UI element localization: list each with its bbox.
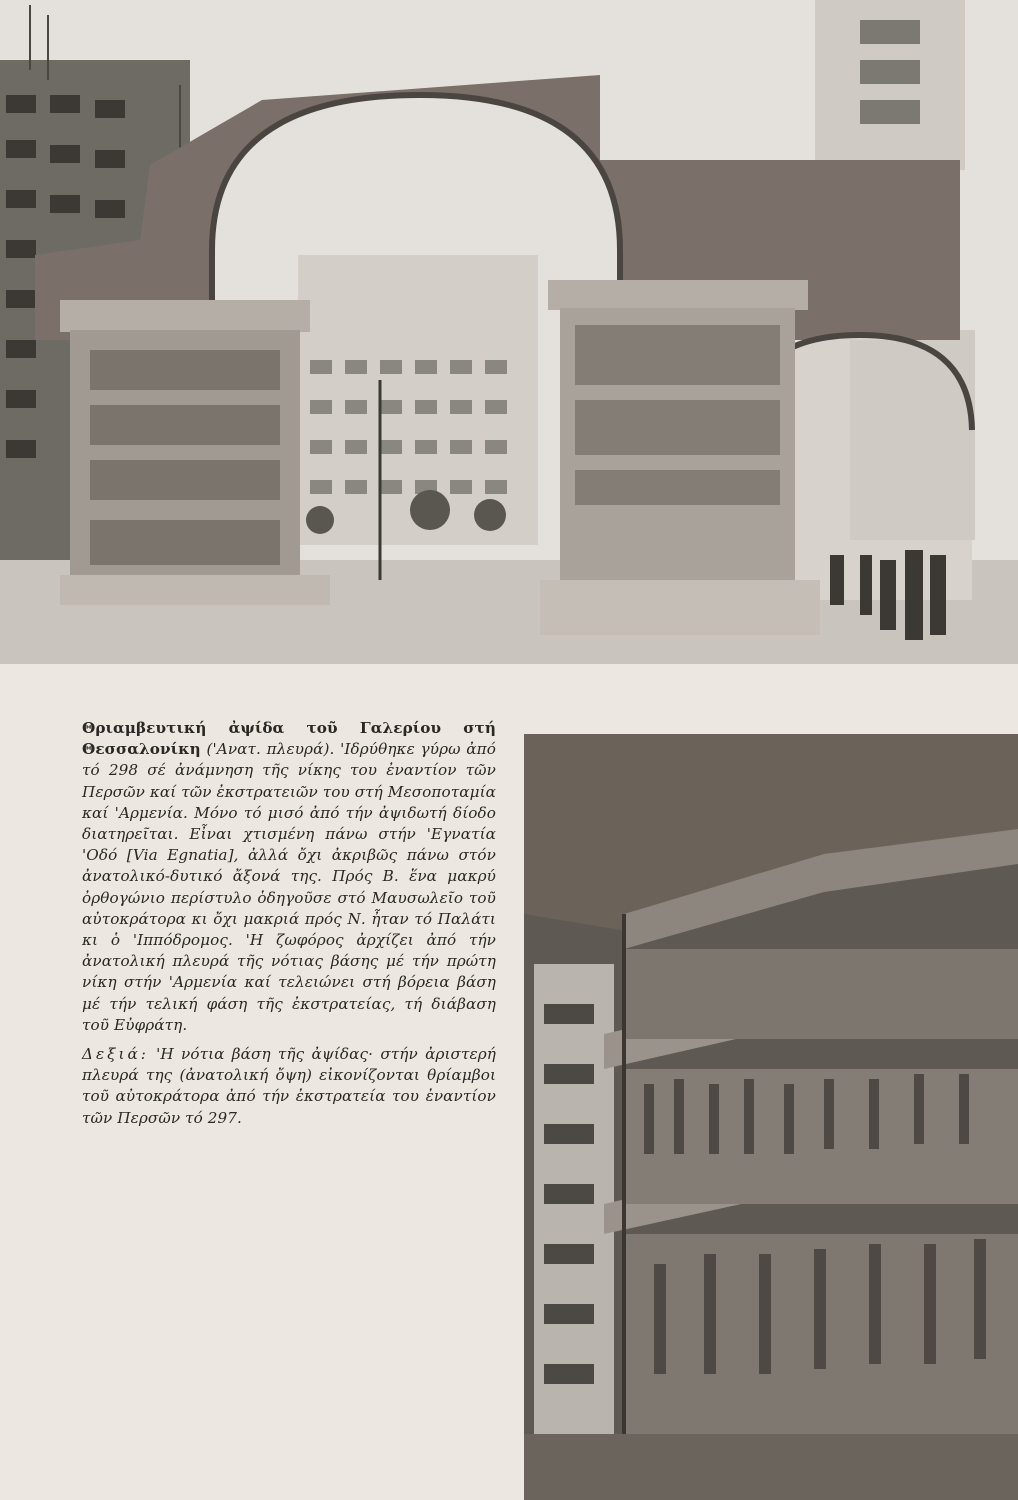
caption-title: Θριαμβευτική ἀψίδα τοῦ Γαλερίου στή Θεσσαλονίκη xyxy=(82,719,496,759)
caption-right-body: 'Η νότια βάση τῆς ἀψίδας· στήν ἀριστερή πλευρά της (ἀνατολική ὄψη) εἰκονίζονται θρίαμβοι τοῦ αὐτοκράτορα ἀπό τήν ἐκστρατεία του ἐναντίον τῶν Περσῶν τό 297. xyxy=(82,1045,496,1127)
caption-right-label: Δεξιά: xyxy=(82,1045,149,1064)
caption-body: ('Ανατ. πλευρά). 'Ιδρύθηκε γύρω ἀπό τό 298 σέ ἀνάμνηση τῆς νίκης του ἐναντίον τῶν Περσῶν καί τῶν ἐκστρατειῶν του στή Μεσοποταμία καί 'Αρμενία. Μόνο τό μισό ἀπό τήν ἀψιδωτή δίοδο διατηρεῖται. Εἶναι χτισμένη πάνω στήν 'Εγνατία 'Οδό [Via Egnatia], ἀλλά ὄχι ἀκριβῶς πάνω στόν ἀνατολικό-δυτικό ἄξονά της. Πρός Β. ἕνα μακρύ ὀρθογώνιο περίστυλο ὁδηγοῦσε στό Μαυσωλεῖο τοῦ αὐτοκράτορα κι ὄχι μακριά πρός Ν. ἦταν τό Παλάτι κι ὁ 'Ιππόδρομος. 'Η ζωφόρος ἀρχίζει ἀπό τήν ἀνατολική πλευρά τῆς νότιας βάσης μέ τήν πρώτη νίκη στήν 'Αρμενία καί τελειώνει στή βόρεια βάση μέ τήν τελική φάση τῆς ἐκστρατείας, τή διάβαση τοῦ Εὐφράτη. xyxy=(82,740,496,1034)
arch-relief-photo xyxy=(524,734,1018,1500)
caption-paragraph-1 xyxy=(82,718,496,1036)
photo-caption xyxy=(82,718,496,1137)
arch-street-photo xyxy=(0,0,1018,664)
caption-paragraph-2 xyxy=(82,1044,496,1129)
